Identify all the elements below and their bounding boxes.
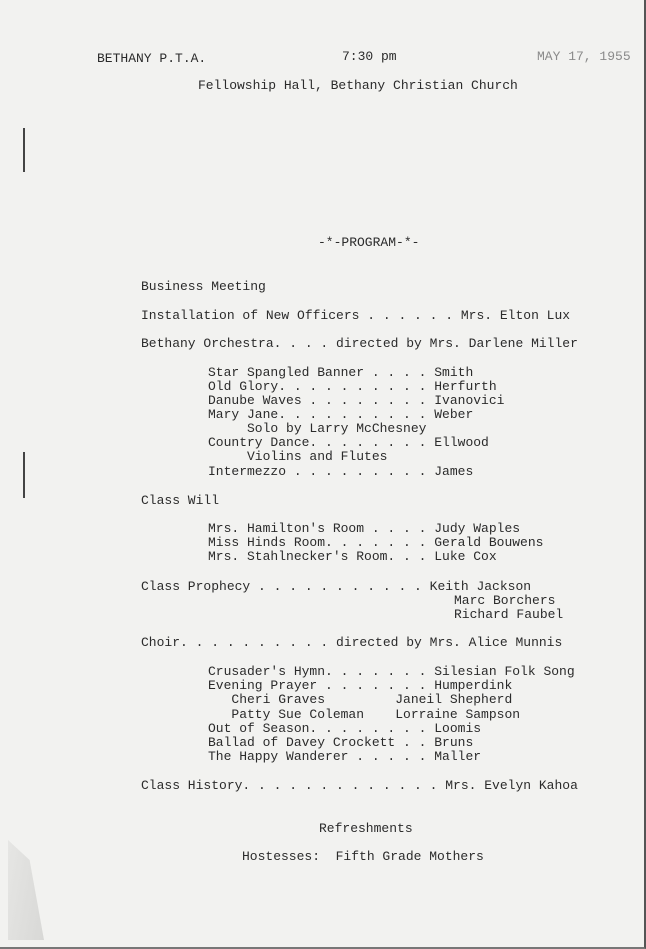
class-will-item: Mrs. Stahlnecker's Room. . . Luke Cox: [208, 549, 497, 564]
staple-bottom: [23, 452, 25, 498]
orchestra-item: Intermezzo . . . . . . . . . James: [208, 464, 474, 479]
choir-item: Crusader's Hymn. . . . . . . Silesian Folk Song: [208, 664, 575, 679]
header-org: BETHANY P.T.A.: [97, 51, 207, 66]
folded-corner: [8, 840, 44, 940]
choir-item: Out of Season. . . . . . . . Loomis: [208, 721, 482, 736]
orchestra-item: Violins and Flutes: [208, 449, 388, 464]
prophecy-extra: Richard Faubel: [454, 607, 564, 622]
choir-item: Cheri Graves Janeil Shepherd: [208, 692, 513, 707]
choir-item: Ballad of Davey Crockett . . Bruns: [208, 735, 474, 750]
choir-line: Choir. . . . . . . . . . directed by Mrs. Alice Munnis: [141, 635, 563, 650]
orchestra-item: Old Glory. . . . . . . . . . Herfurth: [208, 379, 497, 394]
installation-line: Installation of New Officers . . . . . . Mrs. Elton Lux: [141, 308, 571, 323]
orchestra-line: Bethany Orchestra. . . . directed by Mrs. Darlene Miller: [141, 336, 578, 351]
staple-top: [23, 128, 25, 172]
class-will-item: Miss Hinds Room. . . . . . . Gerald Bouwens: [208, 535, 544, 550]
prophecy-line: Class Prophecy . . . . . . . . . . . Keith Jackson: [141, 579, 532, 594]
header-time: 7:30 pm: [342, 49, 397, 64]
choir-item: Evening Prayer . . . . . . . Humperdink: [208, 678, 513, 693]
class-will-item: Mrs. Hamilton's Room . . . . Judy Waples: [208, 521, 521, 536]
class-will-heading: Class Will: [141, 493, 220, 508]
choir-item: Patty Sue Coleman Lorraine Sampson: [208, 707, 521, 722]
history-line: Class History. . . . . . . . . . . . . Mrs. Evelyn Kahoa: [141, 778, 578, 793]
orchestra-item: Danube Waves . . . . . . . . Ivanovici: [208, 393, 505, 408]
prophecy-extra: Marc Borchers: [454, 593, 556, 608]
orchestra-item: Star Spangled Banner . . . . Smith: [208, 365, 474, 380]
orchestra-item: Solo by Larry McChesney: [208, 421, 427, 436]
business-meeting: Business Meeting: [141, 279, 266, 294]
orchestra-item: Mary Jane. . . . . . . . . . Weber: [208, 407, 474, 422]
program-heading: -*-PROGRAM-*-: [318, 235, 420, 250]
header-date: MAY 17, 1955: [537, 49, 631, 64]
refreshments: Refreshments: [319, 821, 413, 836]
orchestra-item: Country Dance. . . . . . . . Ellwood: [208, 435, 489, 450]
hostesses: Hostesses: Fifth Grade Mothers: [242, 849, 484, 864]
choir-item: The Happy Wanderer . . . . . Maller: [208, 749, 482, 764]
header-venue: Fellowship Hall, Bethany Christian Church: [198, 78, 518, 93]
